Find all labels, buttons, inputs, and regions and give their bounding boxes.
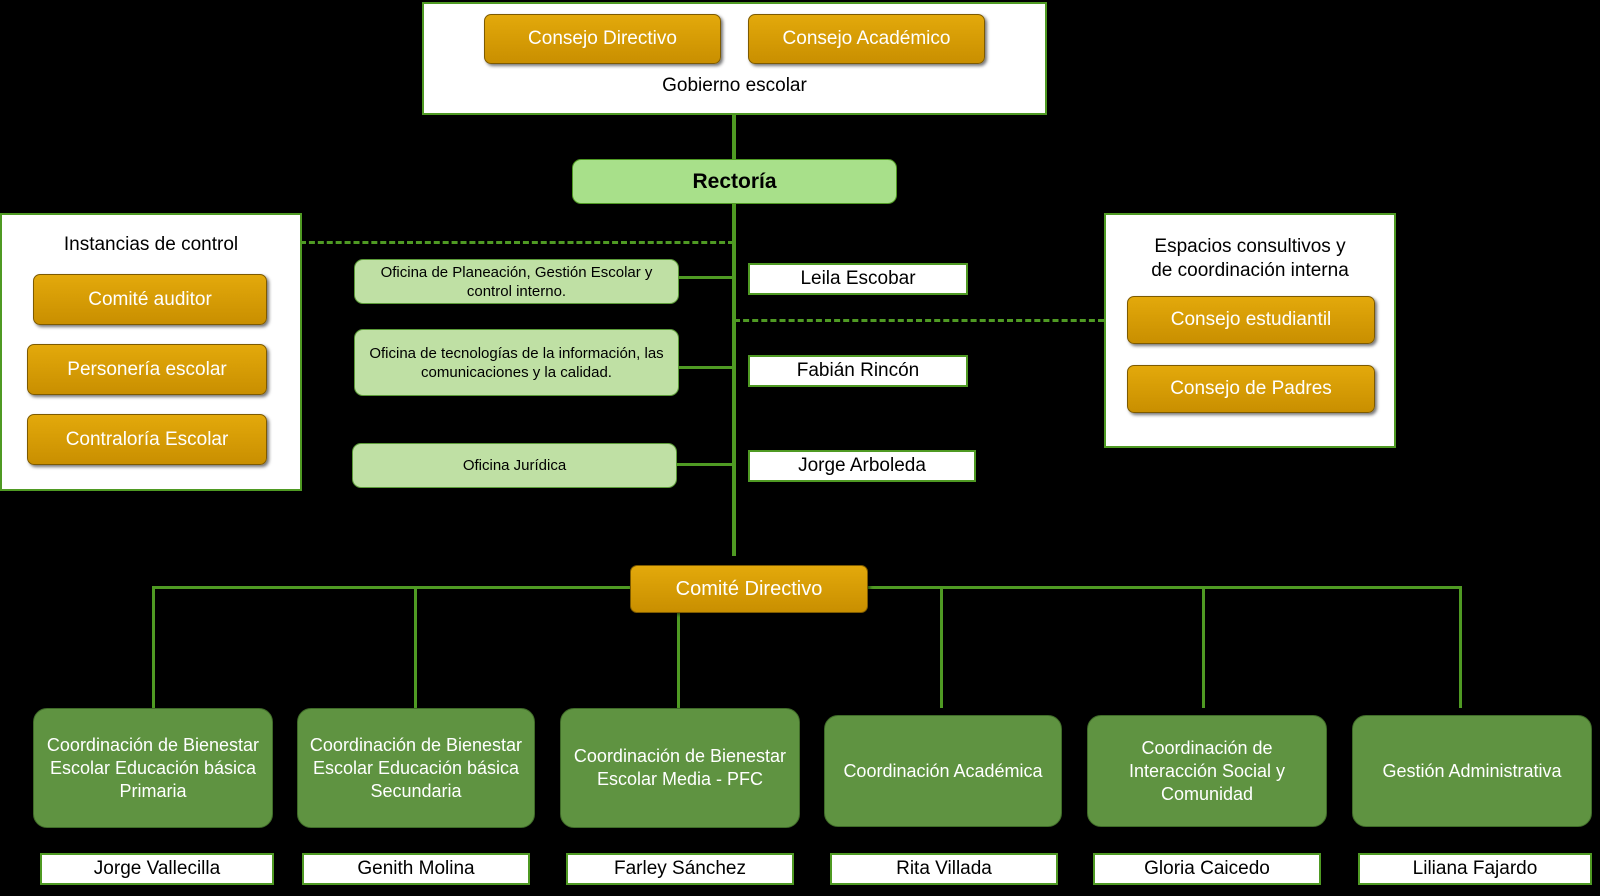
node-consejo-estudiantil[interactable]: Consejo estudiantil [1127, 296, 1375, 344]
node-coordinacion-media-pfc[interactable]: Coordinación de Bienestar Escolar Media - PFC [560, 708, 800, 828]
node-coordinacion-secundaria[interactable]: Coordinación de Bienestar Escolar Educación básica Secundaria [297, 708, 535, 828]
gobierno-escolar-caption: Gobierno escolar [662, 75, 807, 96]
connector-rectoria-comite [732, 203, 736, 556]
connector-oficina-3 [669, 463, 733, 466]
nameplate-farley-sanchez: Farley Sánchez [566, 853, 794, 885]
nameplate-rita-villada: Rita Villada [830, 853, 1058, 885]
node-coordinacion-primaria[interactable]: Coordinación de Bienestar Escolar Educación básica Primaria [33, 708, 273, 828]
instancias-de-control-title: Instancias de control [63, 234, 239, 255]
node-coordinacion-interaccion-social[interactable]: Coordinación de Interacción Social y Comunidad [1087, 715, 1327, 827]
node-coordinacion-academica[interactable]: Coordinación Académica [824, 715, 1062, 827]
espacios-consultivos-title-line2: de coordinación interna [1151, 260, 1349, 281]
nameplate-genith-molina: Genith Molina [302, 853, 530, 885]
connector-drop-2 [414, 586, 417, 708]
nameplate-jorge-vallecilla: Jorge Vallecilla [40, 853, 274, 885]
connector-instancias-dashed [300, 241, 734, 244]
node-oficina-juridica[interactable]: Oficina Jurídica [352, 443, 677, 488]
node-oficina-tecnologias[interactable]: Oficina de tecnologías de la información, las comunicaciones y la calidad. [354, 329, 679, 396]
node-comite-directivo[interactable]: Comité Directivo [630, 565, 868, 613]
connector-espacios-dashed [734, 319, 1104, 322]
nameplate-fabian-rincon: Fabián Rincón [748, 355, 968, 387]
node-oficina-planeacion[interactable]: Oficina de Planeación, Gestión Escolar y control interno. [354, 259, 679, 304]
node-comite-auditor[interactable]: Comité auditor [33, 274, 267, 325]
node-gestion-administrativa[interactable]: Gestión Administrativa [1352, 715, 1592, 827]
connector-drop-4 [940, 586, 943, 708]
node-consejo-academico[interactable]: Consejo Académico [748, 14, 985, 64]
nameplate-liliana-fajardo: Liliana Fajardo [1358, 853, 1592, 885]
espacios-consultivos-title-line1: Espacios consultivos y [1154, 236, 1346, 257]
node-consejo-directivo[interactable]: Consejo Directivo [484, 14, 721, 64]
connector-drop-5 [1202, 586, 1205, 708]
nameplate-leila-escobar: Leila Escobar [748, 263, 968, 295]
node-consejo-de-padres[interactable]: Consejo de Padres [1127, 365, 1375, 413]
nameplate-jorge-arboleda: Jorge Arboleda [748, 450, 976, 482]
node-rectoria[interactable]: Rectoría [572, 159, 897, 204]
connector-gobierno-rectoria [732, 113, 736, 161]
node-personeria-escolar[interactable]: Personería escolar [27, 344, 267, 395]
connector-drop-1 [152, 586, 155, 708]
nameplate-gloria-caicedo: Gloria Caicedo [1093, 853, 1321, 885]
connector-drop-6 [1459, 586, 1462, 708]
node-contraloria-escolar[interactable]: Contraloría Escolar [27, 414, 267, 465]
